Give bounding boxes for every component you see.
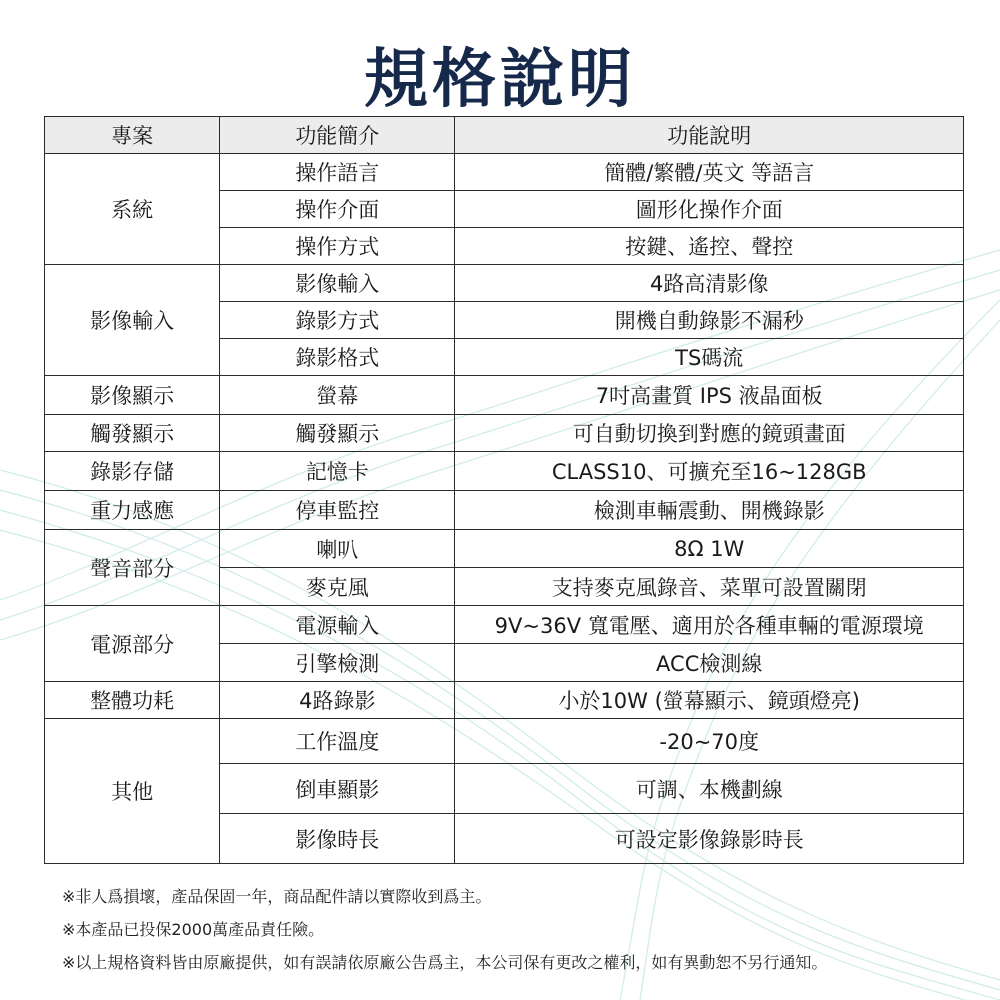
- description-cell: 可調、本機劃線: [455, 764, 964, 814]
- description-cell: 4路高清影像: [455, 265, 964, 302]
- footnote-insurance: ※本產品已投保2000萬產品責任險。: [62, 920, 325, 939]
- category-cell: 重力感應: [45, 491, 220, 530]
- footnotes: [62, 880, 982, 979]
- table-row: [45, 154, 964, 191]
- feature-cell: 觸發顯示: [220, 415, 455, 452]
- description-cell: 9V~36V 寬電壓、適用於各種車輛的電源環境: [455, 606, 964, 644]
- feature-cell: 記憶卡: [220, 452, 455, 491]
- description-cell: TS碼流: [455, 339, 964, 376]
- feature-cell: 4路錄影: [220, 682, 455, 719]
- feature-cell: 喇叭: [220, 530, 455, 568]
- feature-cell: 麥克風: [220, 568, 455, 606]
- feature-cell: 工作溫度: [220, 719, 455, 764]
- table-row: [45, 606, 964, 644]
- category-cell: 錄影存儲: [45, 452, 220, 491]
- description-cell: -20~70度: [455, 719, 964, 764]
- table-row: [45, 452, 964, 491]
- header-category: 專案: [45, 117, 220, 154]
- description-cell: 圖形化操作介面: [455, 191, 964, 228]
- description-cell: 開機自動錄影不漏秒: [455, 302, 964, 339]
- table-row: [45, 682, 964, 719]
- feature-cell: 錄影方式: [220, 302, 455, 339]
- description-cell: 7吋高畫質 IPS 液晶面板: [455, 376, 964, 415]
- table-row: [45, 491, 964, 530]
- description-cell: 可設定影像錄影時長: [455, 814, 964, 864]
- header-feature: 功能簡介: [220, 117, 455, 154]
- description-cell: 簡體/繁體/英文 等語言: [455, 154, 964, 191]
- category-cell: 影像顯示: [45, 376, 220, 415]
- feature-cell: 影像輸入: [220, 265, 455, 302]
- description-cell: 檢測車輛震動、開機錄影: [455, 491, 964, 530]
- description-cell: 小於10W (螢幕顯示、鏡頭燈亮): [455, 682, 964, 719]
- table-row: [45, 376, 964, 415]
- feature-cell: 錄影格式: [220, 339, 455, 376]
- table-row: [45, 415, 964, 452]
- feature-cell: 影像時長: [220, 814, 455, 864]
- feature-cell: 倒車顯影: [220, 764, 455, 814]
- table-row: [45, 719, 964, 764]
- category-cell: 觸發顯示: [45, 415, 220, 452]
- description-cell: 8Ω 1W: [455, 530, 964, 568]
- footnote-warranty: ※非人爲損壞，產品保固一年，商品配件請以實際收到爲主。: [62, 887, 492, 906]
- header-description: 功能說明: [455, 117, 964, 154]
- footnote-disclaimer: ※以上規格資料皆由原廠提供，如有誤請依原廠公告爲主，本公司保有更改之權利，如有異動恕不另行通知。: [62, 953, 828, 972]
- category-cell: 整體功耗: [45, 682, 220, 719]
- feature-cell: 操作方式: [220, 228, 455, 265]
- spec-table: [44, 116, 964, 864]
- category-cell: 系統: [45, 154, 220, 265]
- page-title: 規格說明: [364, 43, 636, 117]
- description-cell: 按鍵、遙控、聲控: [455, 228, 964, 265]
- feature-cell: 停車監控: [220, 491, 455, 530]
- feature-cell: 操作介面: [220, 191, 455, 228]
- feature-cell: 引擎檢測: [220, 644, 455, 682]
- category-cell: 電源部分: [45, 606, 220, 682]
- description-cell: CLASS10、可擴充至16~128GB: [455, 452, 964, 491]
- description-cell: 支持麥克風錄音、菜單可設置關閉: [455, 568, 964, 606]
- category-cell: 聲音部分: [45, 530, 220, 606]
- feature-cell: 操作語言: [220, 154, 455, 191]
- description-cell: ACC檢測線: [455, 644, 964, 682]
- table-row: [45, 530, 964, 568]
- table-header-row: [45, 117, 964, 154]
- table-row: [45, 265, 964, 302]
- category-cell: 影像輸入: [45, 265, 220, 376]
- category-cell: 其他: [45, 719, 220, 864]
- feature-cell: 螢幕: [220, 376, 455, 415]
- feature-cell: 電源輸入: [220, 606, 455, 644]
- description-cell: 可自動切換到對應的鏡頭畫面: [455, 415, 964, 452]
